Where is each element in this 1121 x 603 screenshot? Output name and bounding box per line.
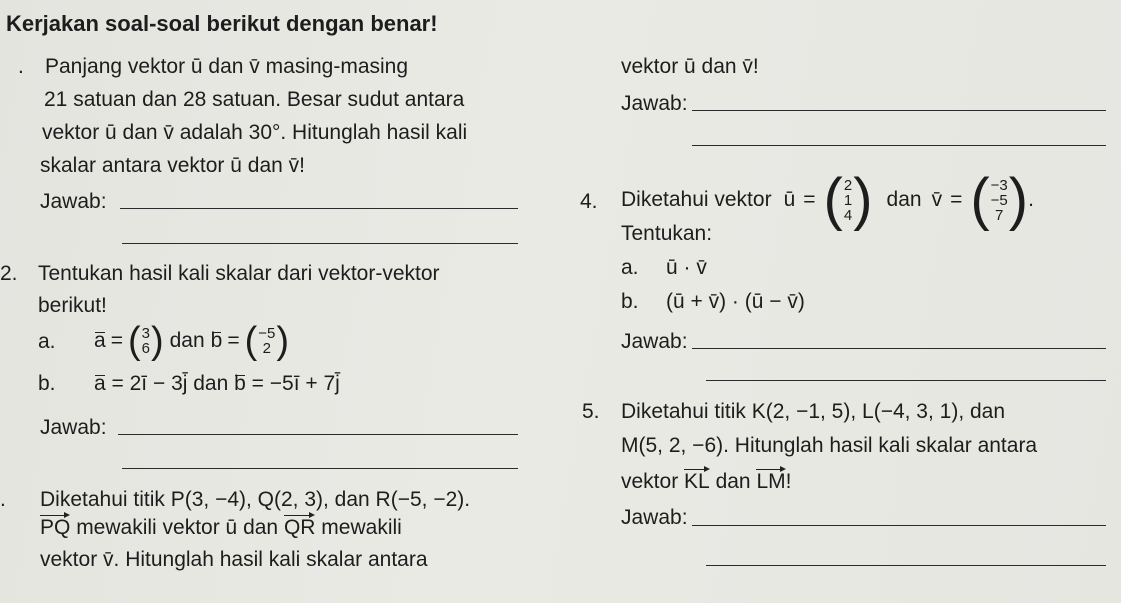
q3-answer-line-2	[692, 145, 1106, 146]
q4a-expression: ū · v̄	[666, 256, 707, 279]
q2-number: 2.	[0, 262, 18, 285]
q2a-vector-b: b	[210, 329, 223, 352]
q4b-expression: (ū + v̄) · (ū − v̄)	[666, 290, 805, 313]
q3-number: .	[0, 488, 6, 511]
q2-answer-line-1	[118, 434, 518, 435]
q3-line-3: vektor v̄. Hitunglah hasil kali skalar antara	[40, 548, 428, 571]
q2-jawab-label: Jawab:	[40, 416, 107, 439]
q4-answer-line-2	[706, 380, 1106, 381]
q1-line-2: 21 satuan dan 28 satuan. Besar sudut antara	[44, 88, 465, 111]
q3-vector-pq: PQ	[40, 516, 71, 539]
q2a-matrix-a: ( 3 6 )	[127, 320, 164, 362]
page-title: Kerjakan soal-soal berikut dengan benar!	[6, 11, 438, 36]
q5-answer-line-1	[692, 525, 1106, 526]
q1-line-1: Panjang vektor ū dan v̄ masing-masing	[45, 55, 409, 78]
q4-jawab-label: Jawab:	[621, 330, 688, 353]
q4-answer-line-1	[692, 348, 1106, 349]
q5-line-2: M(5, 2, −6). Hitunglah hasil kali skalar antara	[621, 434, 1038, 457]
q2b-expression: a = 2ī − 3j̄ dan b = −5ī + 7j̄	[94, 372, 340, 395]
q4-tentukan: Tentukan:	[621, 222, 713, 245]
q5-answer-line-2	[706, 565, 1106, 566]
q4-expression: Diketahui vektor ū = ( 2 1 4 ) dan v̄ = ( −3 −5 7 ) .	[621, 167, 1034, 232]
q2-answer-line-2	[122, 468, 518, 469]
q4-number: 4.	[580, 190, 598, 213]
q1-line-4: skalar antara vektor ū dan v̄!	[40, 154, 305, 177]
q5-number: 5.	[582, 400, 600, 423]
q3-line-4: vektor ū dan v̄!	[621, 55, 759, 78]
q3-answer-line-1	[692, 110, 1106, 111]
q1-number: .	[18, 55, 24, 78]
q5-line-3: vektor KL dan LM!	[621, 470, 792, 493]
q3-jawab-label: Jawab:	[621, 92, 688, 115]
q5-line-1: Diketahui titik K(2, −1, 5), L(−4, 3, 1), dan	[621, 400, 1006, 423]
q2a-matrix-b: ( −5 2 )	[244, 320, 290, 362]
q4-matrix-u: ( 2 1 4 )	[823, 167, 873, 232]
q1-answer-line-1	[120, 208, 518, 209]
q1-jawab-label: Jawab:	[40, 190, 107, 213]
q4-matrix-v: ( −3 −5 7 )	[970, 167, 1029, 232]
q3-line-1: Diketahui titik P(3, −4), Q(2, 3), dan R(−5, −2).	[40, 488, 471, 511]
q5-vector-kl: KL	[684, 470, 710, 493]
q5-vector-lm: LM	[756, 470, 786, 493]
q3-vector-qr: QR	[283, 516, 316, 539]
q2a-expression: a = ( 3 6 ) dan b = ( −5 2 )	[94, 320, 290, 362]
q2b-label: b.	[38, 372, 56, 395]
q2a-vector-a: a	[94, 329, 106, 352]
q2a-label: a.	[38, 330, 56, 353]
q4b-label: b.	[621, 290, 639, 313]
q1-answer-line-2	[122, 243, 518, 244]
q2-line-2: berikut!	[38, 294, 107, 317]
q3-line-2: PQ mewakili vektor ū dan QR mewakili	[40, 516, 402, 539]
q5-jawab-label: Jawab:	[621, 506, 688, 529]
q1-line-3: vektor ū dan v̄ adalah 30°. Hitunglah hasil kali	[42, 121, 468, 144]
q2-line-1: Tentukan hasil kali skalar dari vektor-vektor	[38, 262, 440, 285]
q4a-label: a.	[621, 256, 639, 279]
